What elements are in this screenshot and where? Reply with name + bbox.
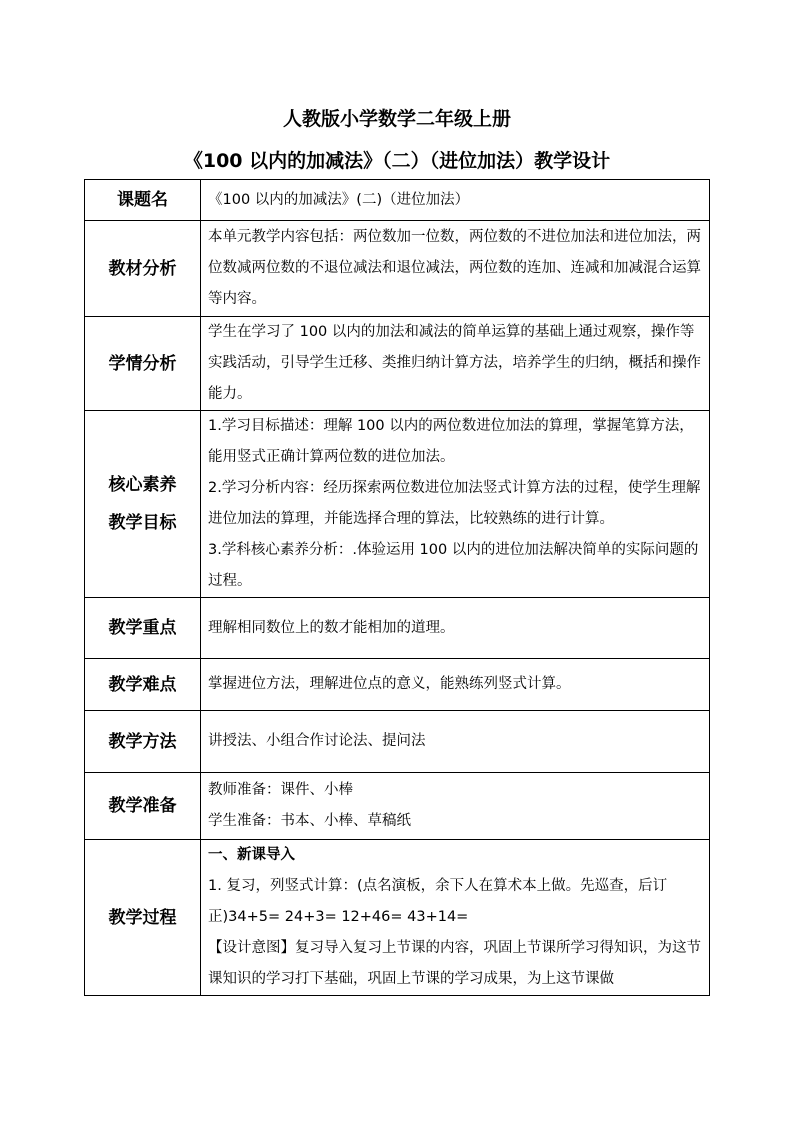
row-label-preparation: 教学准备 [85, 773, 201, 840]
table-row [85, 317, 710, 411]
table-row [85, 411, 710, 598]
table-row [85, 221, 710, 317]
design-intent: 【设计意图】复习导入复习上节课的内容，巩固上节课所学习得知识，为这节课知识的学习打下基础，巩固上节课的学习成果，为上这节课做 [208, 940, 701, 987]
row-label-method: 教学方法 [85, 711, 201, 773]
material-content: 本单元教学内容包括：两位数加一位数，两位数的不进位加法和进位加法，两位数减两位数的不退位减法和退位减法，两位数的连加、连减和加减混合运算等内容。 [201, 221, 710, 317]
table-row [85, 711, 710, 773]
row-label-process: 教学过程 [85, 840, 201, 996]
table-row [85, 659, 710, 711]
table-row [85, 773, 710, 840]
process-heading: 一、新课导入 [208, 847, 295, 863]
document-subtitle: 《100 以内的加减法》（二）（进位加法）教学设计 [183, 150, 611, 172]
learner-content: 学生在学习了 100 以内的加法和减法的简单运算的基础上通过观察，操作等实践活动，引导学生迁移、类推归纳计算方法，培养学生的归纳，概括和操作能力。 [201, 317, 710, 411]
teacher-preparation: 教师准备：课件、小棒 [208, 782, 353, 798]
row-label-material: 教材分析 [85, 221, 201, 317]
preparation-content [201, 773, 710, 840]
goal-item: 1.学习目标描述：理解 100 以内的两位数进位加法的算理，掌握笔算方法，能用竖式正确计算两位数的进位加法。 [208, 418, 694, 465]
goal-item: 3.学科核心素养分析：.体验运用 100 以内的进位加法解决简单的实际问题的过程。 [208, 542, 699, 589]
goals-label-line1: 核心素养 [108, 475, 177, 495]
table-row [85, 180, 710, 221]
document-title: 人教版小学数学二年级上册 [282, 108, 511, 130]
table-row [85, 598, 710, 659]
row-label-difficulty: 教学难点 [85, 659, 201, 711]
process-content [201, 840, 710, 996]
row-label-learner: 学情分析 [85, 317, 201, 411]
row-label-topic: 课题名 [85, 180, 201, 221]
difficulty-content: 掌握进位方法，理解进位点的意义，能熟练列竖式计算。 [201, 659, 710, 711]
key-point-content: 理解相同数位上的数才能相加的道理。 [201, 598, 710, 659]
student-preparation: 学生准备：书本、小棒、草稿纸 [208, 813, 411, 829]
row-label-goals [85, 411, 201, 598]
topic-content: 《100 以内的加减法》(二)（进位加法） [201, 180, 710, 221]
goals-label-line2: 教学目标 [108, 513, 177, 533]
goals-content [201, 411, 710, 598]
table-row [85, 840, 710, 996]
goal-item: 2.学习分析内容：经历探索两位数进位加法竖式计算方法的过程，使学生理解进位加法的算理，并能选择合理的算法，比较熟练的进行计算。 [208, 480, 701, 527]
lesson-plan-table [84, 179, 710, 996]
row-label-key-point: 教学重点 [85, 598, 201, 659]
method-content: 讲授法、小组合作讨论法、提问法 [201, 711, 710, 773]
process-step: 1. 复习，列竖式计算：(点名演板，余下人在算术本上做。先巡查，后订正)34+5= 24+3= 12+46= 43+14= [208, 878, 668, 925]
